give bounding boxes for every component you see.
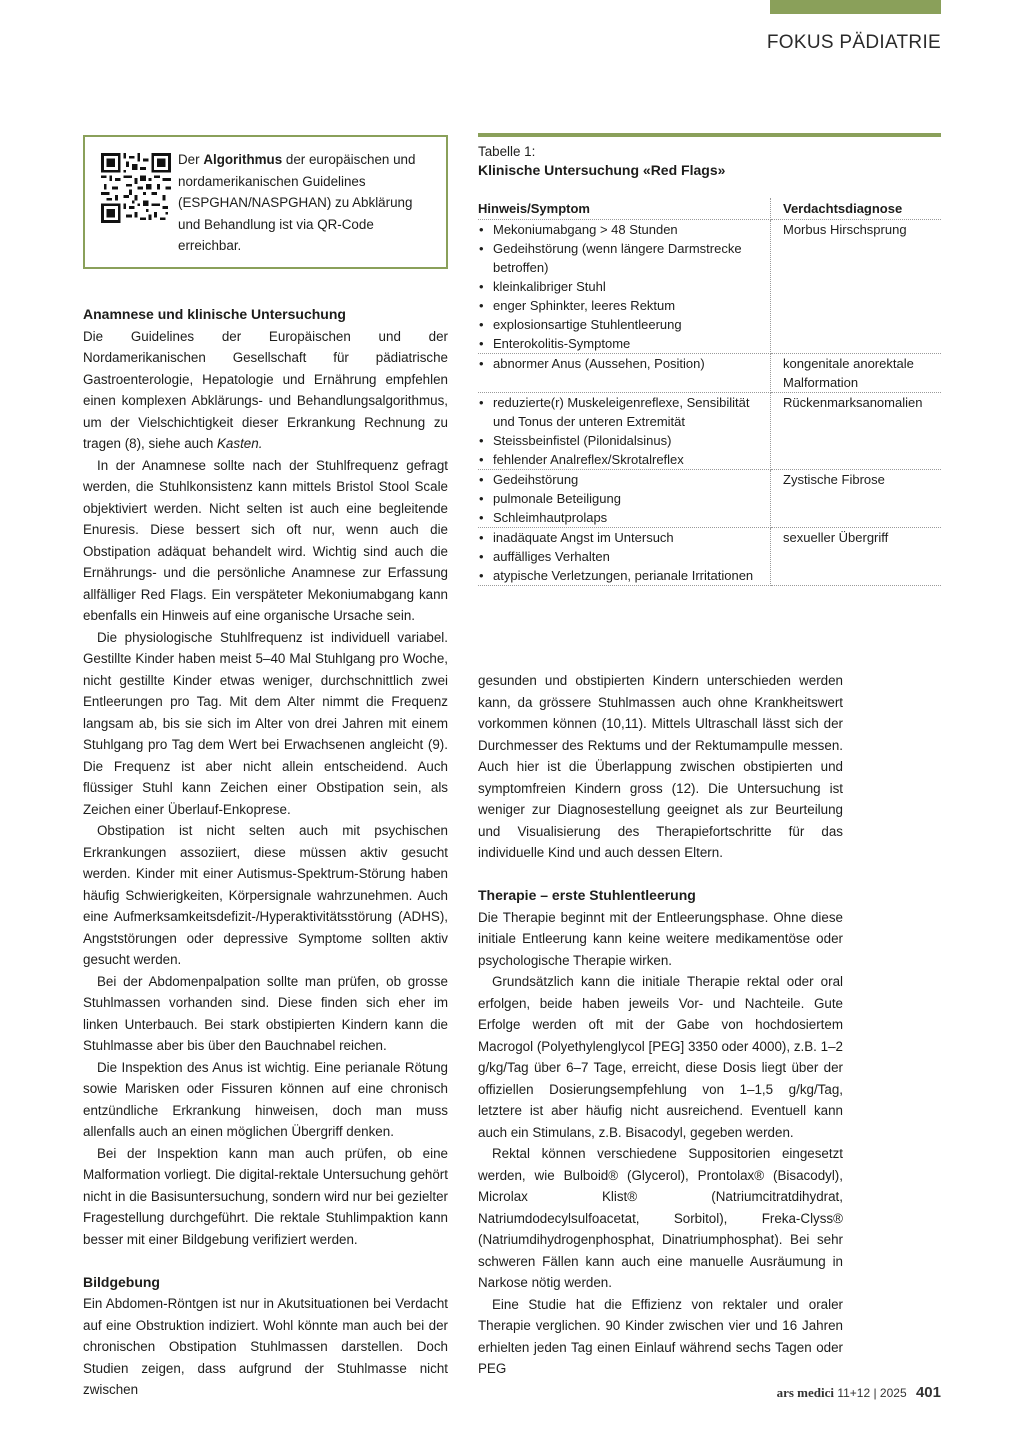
diagnosis-cell: Rückenmarksanomalien bbox=[771, 393, 942, 470]
symptom-item: • inadäquate Angst im Untersuch bbox=[478, 528, 770, 547]
section-label: FOKUS PÄDIATRIE bbox=[766, 32, 941, 53]
right-column bbox=[478, 670, 843, 1380]
symptom-item: • Schleimhautprolaps bbox=[478, 508, 770, 527]
page-number: 401 bbox=[915, 1384, 941, 1401]
accent-bar bbox=[770, 0, 941, 14]
symptom-item: • abnormer Anus (Aussehen, Position) bbox=[478, 354, 770, 373]
table-header-row bbox=[478, 198, 941, 220]
diagnosis-cell: kongenitale anorektale Malformation bbox=[771, 354, 942, 393]
symptom-item: • Gedeihstörung bbox=[478, 470, 770, 489]
symptom-item: • kleinkalibriger Stuhl bbox=[478, 277, 770, 296]
paragraph: Obstipation ist nicht selten auch mit psychischen Erkrankungen assoziiert, diese müssen aktiv gesucht werden. Kinder mit einer Autismus-Spektrum-Störung haben häufig Schwierigkeiten, Körpersignale wahrzunehmen. Auch eine Aufmerksamkeitsdefizit-/Hyperaktivitätsstörung (ADHS), Angststörungen oder depressive Symptome sollten aktiv gesucht werden. bbox=[83, 823, 448, 967]
paragraph: gesunden und obstipierten Kindern unterschieden werden kann, da grössere Stuhlmassen auch ohne Krankheitswert vorkommen können (10,11). Mittels Ultraschall lässt sich der Durchmesser des Rektums und der Rektumampulle messen. Auch hier ist die Überlappung zwischen obstipierten und symptomfreien Kindern gross (12). Die Untersuchung ist weniger zur Diagnosestellung geeignet als zur Beurteilung und Visualisierung des Therapiefortschritte für das individuelle Kind und auch dessen Eltern. bbox=[478, 673, 843, 860]
heading-therapie: Therapie – erste Stuhlentleerung bbox=[478, 887, 696, 903]
info-box-text: Der Algorithmus der europäischen und nordamerikanischen Guidelines (ESPGHAN/NASPGHAN) zu Abklärung und Behandlung ist via QR-Code erreichbar. bbox=[178, 152, 416, 253]
diagnosis-cell: Morbus Hirschsprung bbox=[771, 220, 942, 354]
page-footer bbox=[777, 1384, 941, 1401]
table-row bbox=[478, 470, 941, 528]
left-column bbox=[83, 304, 448, 1401]
symptom-cell bbox=[478, 393, 771, 470]
symptom-cell bbox=[478, 470, 771, 528]
paragraph: Bei der Inspektion kann man auch prüfen, ob eine Malformation vorliegt. Die digital-rektale Untersuchung gehört nicht in die Basisuntersuchung, sondern wird nur bei gezielter Fragestellung durchgeführt. Die rektale Stuhlimpaktion kann besser mit einer Bildgebung verifiziert werden. bbox=[83, 1145, 448, 1247]
symptom-item: • Steissbeinfistel (Pilonidalsinus) bbox=[478, 431, 770, 450]
symptom-item: • enger Sphinkter, leeres Rektum bbox=[478, 296, 770, 315]
journal-name: ars medici bbox=[776, 1385, 834, 1400]
paragraph: Die Guidelines der Europäischen und der Nordamerikanischen Gesellschaft für pädiatrische Gastroenterologie, Hepatologie und Ernährung empfehlen einen komplexen Abklärungs- und Behandlungsalgorithmus, um der Vielschichtigkeit dieser Erkrankung Rechnung zu tragen (8), siehe auch Kasten. bbox=[83, 328, 448, 451]
symptom-cell bbox=[478, 528, 771, 586]
symptom-item: • Mekoniumabgang > 48 Stunden bbox=[478, 220, 770, 239]
symptom-item: • auffälliges Verhalten bbox=[478, 547, 770, 566]
table-caption-label: Tabelle 1: bbox=[478, 144, 536, 159]
diagnosis-cell: sexueller Übergriff bbox=[771, 528, 942, 586]
paragraph: Rektal können verschiedene Suppositorien eingesetzt werden, wie Bulboid® (Glycerol), Prontolax® (Bisacodyl), Microlax Klist® (Natriumcitratdihydrat, Natriumdodecylsulfoacetat, Sorbitol), Freka-Clyss® (Natriumdihydrogenphosphat, Dinatriumphosphat). Bei sehr schweren Fällen kann auch eine manuelle Ausräumung in Narkose nötig werden. bbox=[478, 1146, 843, 1290]
qr-code-icon[interactable] bbox=[101, 153, 171, 223]
table-row bbox=[478, 220, 941, 354]
paragraph: Die Therapie beginnt mit der Entleerungsphase. Ohne diese initiale Entleerung kann keine weitere medikamentöse oder psychologische Therapie wirken. bbox=[478, 909, 843, 968]
column-header: Hinweis/Symptom bbox=[478, 198, 771, 220]
paragraph: Ein Abdomen-Röntgen ist nur in Akutsituationen bei Verdacht auf eine Obstruktion indiziert. Wohl könnte man auch bei der chronischen Obstipation Stuhlmassen darstellen. Doch Studien zeigen, dass aufgrund der Stuhlmasse nicht zwischen bbox=[83, 1296, 448, 1397]
heading-bildgebung: Bildgebung bbox=[83, 1273, 160, 1290]
paragraph: Bei der Abdomenpalpation sollte man prüfen, ob grosse Stuhlmassen vorhanden sind. Diese finden sich eher im linken Unterbauch. Bei stark obstipierten Kindern kann die Stuhlmasse aber bis über den Bauchnabel reichen. bbox=[83, 973, 448, 1053]
info-box bbox=[83, 135, 448, 269]
table-rule bbox=[478, 133, 941, 137]
paragraph: In der Anamnese sollte nach der Stuhlfrequenz gefragt werden, die Stuhlkonsistenz kann mittels Bristol Stool Scale objektiviert werden. Nicht selten ist auch eine begleitende Enuresis. Diese bessert sich oft nur, wenn auch die Obstipation adäquat behandelt wird. Wichtig sind auch die Ernährungs- und die persönliche Anamnese zur Erfassung allfälliger Red Flags. Ein verspäteter Mekoniumabgang kann ebenfalls ein Hinweis auf eine organische Ursache sein. bbox=[83, 457, 448, 623]
symptom-item: • pulmonale Beteiligung bbox=[478, 489, 770, 508]
symptom-item: • Enterokolitis-Symptome bbox=[478, 334, 770, 353]
diagnosis-cell: Zystische Fibrose bbox=[771, 470, 942, 528]
paragraph: Grundsätzlich kann die initiale Therapie rektal oder oral erfolgen, beide haben jeweils Vor- und Nachteile. Gute Erfolge werden oft mit der Gabe von hochdosiertem Macrogol (Polyethylenglycol [PEG] 3350 oder 4000), z.B. 1–2 g/kg/Tag über 6–7 Tage, erreicht, diese Dosis liegt über der offiziellen Dosierungsempfehlung von 1–1,5 g/kg/Tag, letztere ist aber häufig nicht ausreichend. Eventuell kann auch ein Stimulans, z.B. Bisacodyl, gegeben werden. bbox=[478, 974, 843, 1140]
table-row bbox=[478, 528, 941, 586]
paragraph: Eine Studie hat die Effizienz von rektaler und oraler Therapie verglichen. 90 Kinder zwischen vier und 16 Jahren erhielten jeden Tag einen Einlauf während sechs Tagen oder PEG bbox=[478, 1296, 843, 1376]
table-row bbox=[478, 393, 941, 470]
symptom-item: • Gedeihstörung (wenn längere Darmstrecke betroffen) bbox=[478, 239, 770, 277]
issue: 11+12 | 2025 bbox=[837, 1386, 907, 1400]
red-flags-table bbox=[478, 198, 941, 586]
paragraph: Die Inspektion des Anus ist wichtig. Eine perianale Rötung sowie Marisken oder Fissuren können auf eine chronisch entzündliche Erkrankung hinweisen, doch man muss allenfalls auch an einen möglichen Übergriff denken. bbox=[83, 1059, 448, 1139]
symptom-cell bbox=[478, 354, 771, 393]
heading-anamnese: Anamnese und klinische Untersuchung bbox=[83, 306, 346, 322]
column-header: Verdachtsdiagnose bbox=[771, 198, 942, 220]
table-caption-title: Klinische Untersuchung «Red Flags» bbox=[478, 162, 726, 178]
symptom-item: • explosionsartige Stuhlentleerung bbox=[478, 315, 770, 334]
symptom-item: • atypische Verletzungen, perianale Irritationen bbox=[478, 566, 770, 585]
symptom-item: • reduzierte(r) Muskeleigenreflexe, Sensibilität und Tonus der unteren Extremität bbox=[478, 393, 770, 431]
paragraph: Die physiologische Stuhlfrequenz ist individuell variabel. Gestillte Kinder haben meist 5–40 Mal Stuhlgang pro Woche, nicht gestillte Kinder etwas weniger, durchschnittlich zwei Entleerungen pro Tag. Mit dem Alter nimmt die Frequenz langsam ab, bis sie sich im Alter von drei Jahren mit einem Stuhlgang pro Tag dem Wert bei Erwachsenen angleicht (9). Die Frequenz ist aber nicht allein entscheidend. Auch flüssiger Stuhl kann Zeichen einer Obstipation sein, als Zeichen einer Überlauf-Enkoprese. bbox=[83, 629, 448, 817]
table-row bbox=[478, 354, 941, 393]
symptom-cell bbox=[478, 220, 771, 354]
symptom-item: • fehlender Analreflex/Skrotalreflex bbox=[478, 450, 770, 469]
